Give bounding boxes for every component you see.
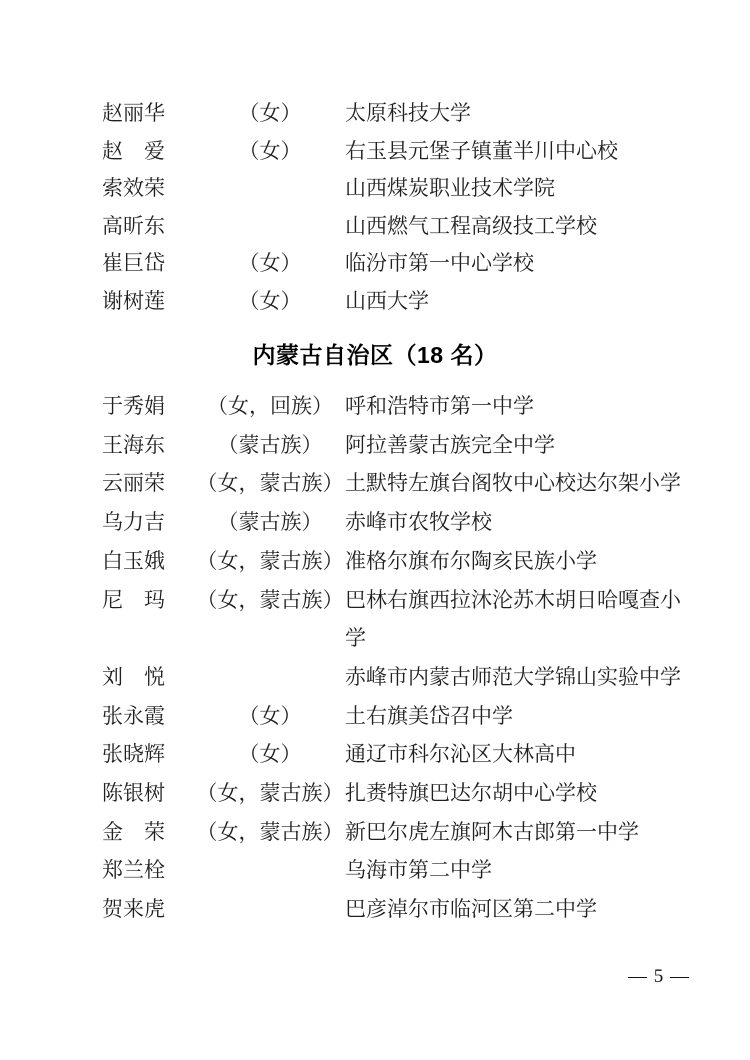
entry-name: 赵丽华 [102,101,165,125]
entry-row [0,503,750,542]
entry-name: 于秀娟 [102,394,165,418]
entry-name: 崔巨岱 [102,251,165,276]
entry-name: 尼 玛 [102,587,165,612]
entry-school: 土右旗美岱召中学 [345,703,513,728]
shanxi-roster-continued [0,95,750,321]
entry-tag: （女） [238,703,302,728]
entry-school: 新巴尔虎左旗阿木古郎第一中学 [345,819,639,844]
entry-name: 高昕东 [102,213,165,238]
entry-name: 刘 悦 [102,664,165,689]
entry-school: 巴林右旗西拉沐沦苏木胡日哈嘎查小学 [345,587,681,651]
section-title-inner-mongolia: 内蒙古自治区（18 名） [252,342,498,368]
entry-school: 扎赉特旗巴达尔胡中心学校 [345,781,597,806]
entry-tag: （女，蒙古族） [196,819,344,844]
entry-row [0,283,750,321]
entry-row [0,208,750,246]
entry-tag: （女，回族） [207,394,333,418]
entry-name: 张永霞 [102,703,165,728]
entry-row [0,464,750,503]
entry-school: 山西煤炭职业技术学院 [345,176,555,201]
entry-row [0,245,750,283]
entry-name: 赵 爱 [102,138,165,163]
entry-row [0,95,750,133]
entry-row [0,133,750,171]
entry-tag: （蒙古族） [217,432,323,457]
entry-row [0,851,750,890]
entry-name: 金 荣 [102,819,165,844]
entry-tag: （女） [238,288,302,313]
entry-name: 贺来虎 [102,897,165,922]
entry-school: 巴彦淖尔市临河区第二中学 [345,897,597,922]
entry-name: 云丽荣 [102,471,165,496]
entry-school: 通辽市科尔沁区大林高中 [345,742,576,767]
entry-name: 王海东 [102,432,165,457]
entry-row [0,581,750,658]
entry-row [0,813,750,852]
entry-row [0,774,750,813]
entry-school: 呼和浩特市第一中学 [345,394,534,418]
entry-tag: （女） [238,101,302,125]
page-number: — 5 — [628,966,690,987]
entry-name: 白玉娥 [102,548,165,573]
inner-mongolia-roster [0,387,750,929]
entry-school: 准格尔旗布尔陶亥民族小学 [345,548,597,573]
entry-school: 右玉县元堡子镇董半川中心校 [345,138,618,163]
entry-name: 索效荣 [102,176,165,201]
entry-school: 山西燃气工程高级技工学校 [345,213,597,238]
entry-tag: （女，蒙古族） [196,548,344,573]
entry-school: 赤峰市农牧学校 [345,510,492,535]
entry-row [0,426,750,465]
entry-tag: （女，蒙古族） [196,781,344,806]
entry-name: 郑兰栓 [102,858,165,883]
entry-name: 陈银树 [102,781,165,806]
entry-school: 赤峰市内蒙古师范大学锦山实验中学 [345,664,681,689]
entry-school: 临汾市第一中心学校 [345,251,534,276]
entry-row [0,387,750,426]
entry-school: 山西大学 [345,288,429,313]
entry-row [0,735,750,774]
entry-school: 阿拉善蒙古族完全中学 [345,432,555,457]
entry-tag: （女，蒙古族） [196,587,344,612]
entry-school: 太原科技大学 [345,101,471,125]
entry-tag: （女） [238,251,302,276]
entry-tag: （女） [238,742,302,767]
entry-school: 乌海市第二中学 [345,858,492,883]
entry-row [0,890,750,929]
entry-row [0,658,750,697]
entry-name: 乌力吉 [102,510,165,535]
entry-row [0,542,750,581]
entry-tag: （蒙古族） [217,510,323,535]
entry-row [0,170,750,208]
entry-tag: （女） [238,138,302,163]
entry-school: 土默特左旗台阁牧中心校达尔架小学 [345,471,681,496]
entry-row [0,697,750,736]
entry-tag: （女，蒙古族） [196,471,344,496]
entry-name: 张晓辉 [102,742,165,767]
entry-name: 谢树莲 [102,288,165,313]
